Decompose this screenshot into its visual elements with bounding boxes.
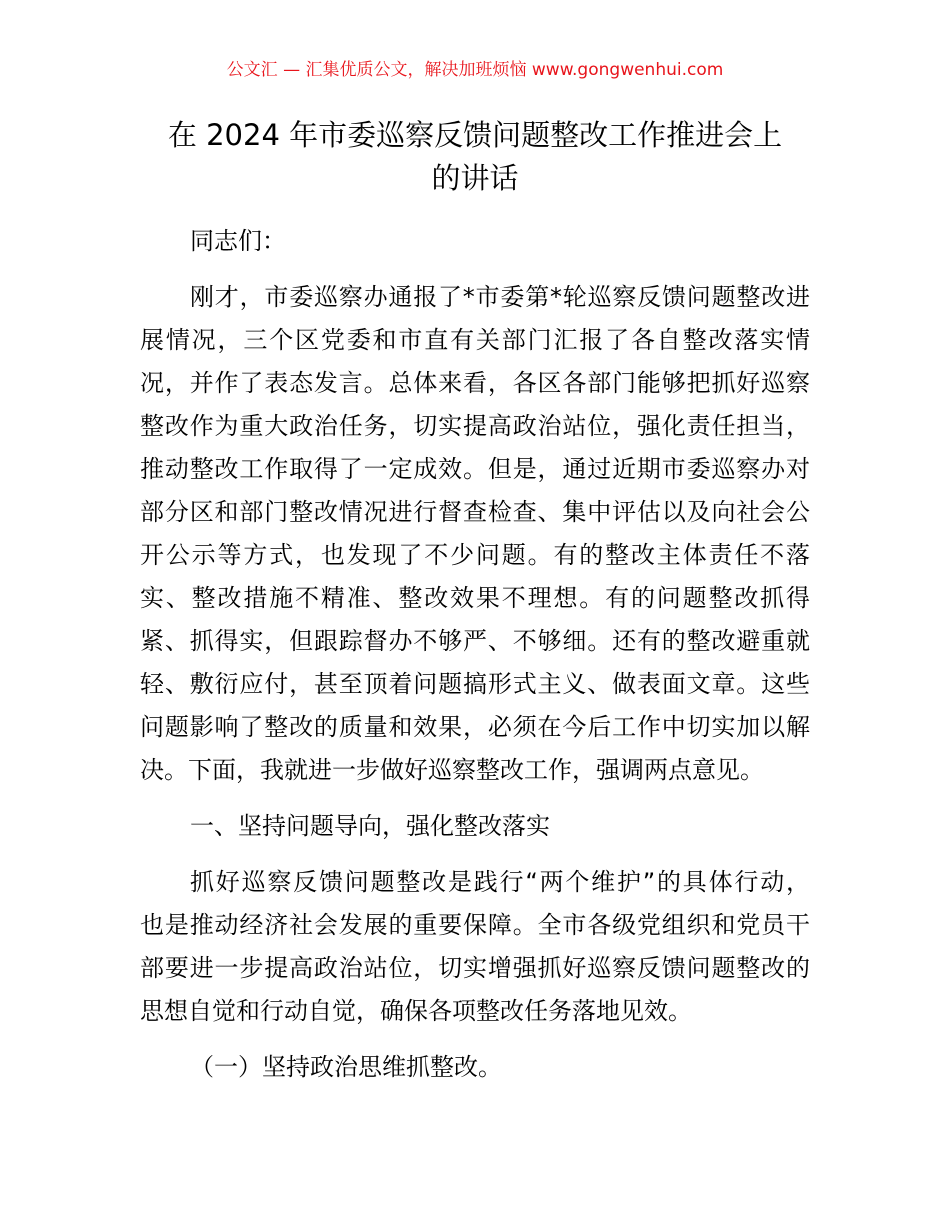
title-line-1: 在 2024 年市委巡察反馈问题整改工作推进会上	[167, 118, 783, 152]
text-line: （一）坚持政治思维抓整改。	[190, 1053, 502, 1081]
text-line: 实、整改措施不精准、整改效果不理想。有的问题整改抓得	[140, 584, 810, 612]
document-body	[140, 220, 810, 1102]
watermark-banner: 公文汇 — 汇集优质公文，解决加班烦恼 www.gongwenhui.com	[226, 60, 724, 80]
text-line: 决。下面，我就进一步做好巡察整改工作，强调两点意见。	[140, 756, 764, 784]
text-line: 紧、抓得实，但跟踪督办不够严、不够细。还有的整改避重就	[140, 627, 810, 655]
text-line: 思想自觉和行动自觉，确保各项整改任务落地见效。	[140, 997, 692, 1025]
paragraphs	[140, 276, 810, 1089]
paragraph	[140, 861, 810, 1033]
text-line: 整改作为重大政治任务，切实提高政治站位，强化责任担当，	[140, 412, 810, 440]
document-title	[120, 114, 830, 200]
text-line: 推动整改工作取得了一定成效。但是，通过近期市委巡察办对	[140, 455, 810, 483]
title-line-2: 的讲话	[431, 161, 519, 195]
text-line: 展情况，三个区党委和市直有关部门汇报了各自整改落实情	[140, 326, 810, 354]
text-line: 轻、敷衍应付，甚至顶着问题搞形式主义、做表面文章。这些	[140, 670, 810, 698]
text-line: 一、坚持问题导向，强化整改落实	[190, 812, 550, 840]
text-line: 开公示等方式，也发现了不少问题。有的整改主体责任不落	[140, 541, 810, 569]
paragraph	[140, 276, 810, 792]
text-line: 况，并作了表态发言。总体来看，各区各部门能够把抓好巡察	[140, 369, 810, 397]
subsection-heading	[140, 1046, 810, 1089]
section-heading	[140, 805, 810, 848]
text-line: 问题影响了整改的质量和效果，必须在今后工作中切实加以解	[140, 713, 810, 741]
text-line: 部要进一步提高政治站位，切实增强抓好巡察反馈问题整改的	[140, 954, 810, 982]
text-line: 部分区和部门整改情况进行督查检查、集中评估以及向社会公	[140, 498, 810, 526]
text-line: 刚才，市委巡察办通报了*市委第*轮巡察反馈问题整改进	[190, 283, 810, 311]
salutation	[140, 220, 810, 263]
text-line: 抓好巡察反馈问题整改是践行“两个维护”的具体行动，	[190, 868, 810, 896]
text-line: 也是推动经济社会发展的重要保障。全市各级党组织和党员干	[140, 911, 810, 939]
salutation-text: 同志们：	[190, 227, 286, 255]
